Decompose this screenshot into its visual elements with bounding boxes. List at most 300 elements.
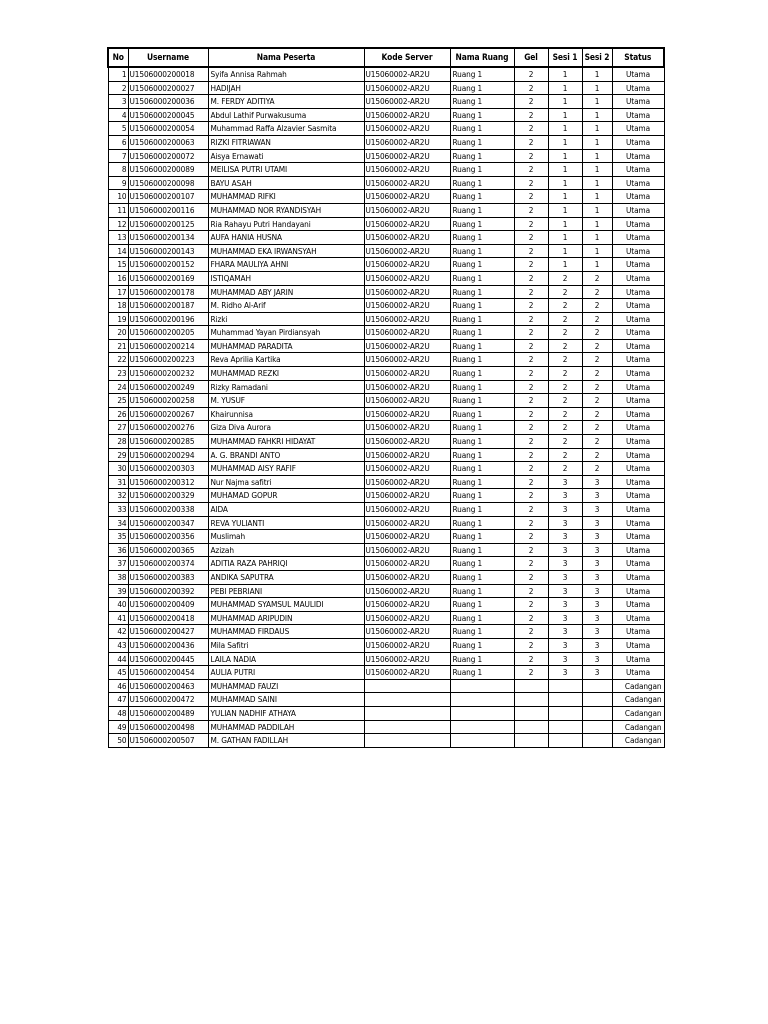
cell-kode-server xyxy=(364,706,450,720)
cell-kode-server: U15060002-AR2U xyxy=(364,353,450,367)
cell-nama-peserta: ANDIKA SAPUTRA xyxy=(208,570,364,584)
cell-no: 33 xyxy=(108,503,128,517)
cell-gel: 2 xyxy=(514,299,548,313)
cell-no: 32 xyxy=(108,489,128,503)
cell-sesi-2: 2 xyxy=(582,271,612,285)
table-row xyxy=(108,407,664,421)
cell-no: 4 xyxy=(108,108,128,122)
cell-gel: 2 xyxy=(514,380,548,394)
cell-status: Utama xyxy=(612,312,664,326)
cell-kode-server: U15060002-AR2U xyxy=(364,530,450,544)
cell-nama-ruang: Ruang 1 xyxy=(450,516,514,530)
cell-nama-ruang xyxy=(450,679,514,693)
cell-nama-ruang: Ruang 1 xyxy=(450,530,514,544)
cell-nama-peserta: Ria Rahayu Putri Handayani xyxy=(208,217,364,231)
cell-nama-ruang: Ruang 1 xyxy=(450,285,514,299)
cell-gel: 2 xyxy=(514,163,548,177)
cell-no: 29 xyxy=(108,448,128,462)
cell-nama-ruang: Ruang 1 xyxy=(450,380,514,394)
cell-sesi-2: 1 xyxy=(582,135,612,149)
cell-username: U1506000200365 xyxy=(128,543,208,557)
cell-sesi-2 xyxy=(582,720,612,734)
cell-sesi-1: 2 xyxy=(548,285,582,299)
table-row xyxy=(108,421,664,435)
cell-kode-server: U15060002-AR2U xyxy=(364,203,450,217)
cell-sesi-1: 3 xyxy=(548,625,582,639)
col-header-nama-ruang: Nama Ruang xyxy=(450,48,514,67)
table-row xyxy=(108,244,664,258)
cell-status: Utama xyxy=(612,67,664,81)
cell-sesi-1 xyxy=(548,734,582,748)
cell-gel: 2 xyxy=(514,611,548,625)
cell-nama-ruang: Ruang 1 xyxy=(450,231,514,245)
cell-sesi-1: 2 xyxy=(548,326,582,340)
cell-sesi-1: 1 xyxy=(548,67,582,81)
cell-kode-server: U15060002-AR2U xyxy=(364,231,450,245)
cell-nama-ruang: Ruang 1 xyxy=(450,258,514,272)
cell-nama-peserta: Muslimah xyxy=(208,530,364,544)
cell-sesi-1: 3 xyxy=(548,638,582,652)
cell-status: Cadangan xyxy=(612,693,664,707)
cell-kode-server: U15060002-AR2U xyxy=(364,312,450,326)
cell-sesi-2: 3 xyxy=(582,489,612,503)
cell-username: U1506000200152 xyxy=(128,258,208,272)
header-row xyxy=(108,48,664,67)
cell-nama-peserta: AIDA xyxy=(208,503,364,517)
cell-nama-peserta: M. FERDY ADITIYA xyxy=(208,95,364,109)
cell-kode-server: U15060002-AR2U xyxy=(364,271,450,285)
cell-gel: 2 xyxy=(514,95,548,109)
table-row xyxy=(108,462,664,476)
cell-gel xyxy=(514,706,548,720)
cell-gel: 2 xyxy=(514,339,548,353)
table-row xyxy=(108,81,664,95)
cell-nama-peserta: MUHAMMAD FAUZI xyxy=(208,679,364,693)
cell-nama-peserta: MUHAMMAD SYAMSUL MAULIDI xyxy=(208,598,364,612)
cell-username: U1506000200463 xyxy=(128,679,208,693)
cell-status: Utama xyxy=(612,135,664,149)
cell-nama-peserta: HADIJAH xyxy=(208,81,364,95)
cell-sesi-2: 1 xyxy=(582,163,612,177)
cell-sesi-1: 1 xyxy=(548,231,582,245)
cell-nama-ruang: Ruang 1 xyxy=(450,203,514,217)
cell-sesi-2: 1 xyxy=(582,95,612,109)
cell-nama-ruang: Ruang 1 xyxy=(450,163,514,177)
cell-sesi-2: 2 xyxy=(582,326,612,340)
cell-username: U1506000200045 xyxy=(128,108,208,122)
table-row xyxy=(108,503,664,517)
cell-username: U1506000200285 xyxy=(128,435,208,449)
cell-status: Utama xyxy=(612,557,664,571)
cell-no: 43 xyxy=(108,638,128,652)
cell-kode-server: U15060002-AR2U xyxy=(364,217,450,231)
cell-no: 28 xyxy=(108,435,128,449)
cell-gel: 2 xyxy=(514,516,548,530)
cell-nama-ruang: Ruang 1 xyxy=(450,448,514,462)
cell-no: 46 xyxy=(108,679,128,693)
cell-sesi-2: 3 xyxy=(582,475,612,489)
table-row xyxy=(108,203,664,217)
cell-no: 6 xyxy=(108,135,128,149)
cell-gel: 2 xyxy=(514,475,548,489)
cell-nama-peserta: MUHAMMAD AISY RAFIF xyxy=(208,462,364,476)
table-row xyxy=(108,299,664,313)
cell-nama-peserta: Muhammad Yayan Pirdiansyah xyxy=(208,326,364,340)
cell-kode-server: U15060002-AR2U xyxy=(364,67,450,81)
table-row xyxy=(108,67,664,81)
cell-username: U1506000200063 xyxy=(128,135,208,149)
cell-gel: 2 xyxy=(514,81,548,95)
cell-gel xyxy=(514,734,548,748)
table-row xyxy=(108,108,664,122)
cell-sesi-1: 1 xyxy=(548,258,582,272)
cell-kode-server: U15060002-AR2U xyxy=(364,339,450,353)
cell-no: 10 xyxy=(108,190,128,204)
cell-kode-server: U15060002-AR2U xyxy=(364,516,450,530)
cell-sesi-2: 1 xyxy=(582,108,612,122)
cell-no: 13 xyxy=(108,231,128,245)
table-row xyxy=(108,516,664,530)
cell-sesi-2: 3 xyxy=(582,652,612,666)
cell-no: 9 xyxy=(108,176,128,190)
col-header-nama-peserta: Nama Peserta xyxy=(208,48,364,67)
cell-username: U1506000200072 xyxy=(128,149,208,163)
cell-nama-ruang: Ruang 1 xyxy=(450,271,514,285)
cell-sesi-1: 3 xyxy=(548,611,582,625)
cell-gel: 2 xyxy=(514,666,548,680)
cell-no: 35 xyxy=(108,530,128,544)
cell-kode-server: U15060002-AR2U xyxy=(364,407,450,421)
table-row xyxy=(108,543,664,557)
cell-sesi-2: 1 xyxy=(582,244,612,258)
cell-sesi-2: 2 xyxy=(582,367,612,381)
cell-gel: 2 xyxy=(514,652,548,666)
cell-nama-peserta: Rizki xyxy=(208,312,364,326)
table-row xyxy=(108,217,664,231)
cell-nama-peserta: MUHAMMAD ABY JARIN xyxy=(208,285,364,299)
cell-no: 48 xyxy=(108,706,128,720)
cell-no: 37 xyxy=(108,557,128,571)
cell-nama-peserta: Giza Diva Aurora xyxy=(208,421,364,435)
cell-sesi-2: 3 xyxy=(582,503,612,517)
cell-gel: 2 xyxy=(514,190,548,204)
cell-kode-server: U15060002-AR2U xyxy=(364,598,450,612)
cell-kode-server: U15060002-AR2U xyxy=(364,95,450,109)
col-header-username: Username xyxy=(128,48,208,67)
cell-nama-peserta: MEILISA PUTRI UTAMI xyxy=(208,163,364,177)
cell-sesi-2: 2 xyxy=(582,285,612,299)
cell-status: Utama xyxy=(612,81,664,95)
cell-no: 47 xyxy=(108,693,128,707)
cell-sesi-1: 1 xyxy=(548,217,582,231)
cell-nama-peserta: MUHAMMAD ARIPUDIN xyxy=(208,611,364,625)
cell-kode-server: U15060002-AR2U xyxy=(364,380,450,394)
table-row xyxy=(108,367,664,381)
cell-no: 14 xyxy=(108,244,128,258)
cell-kode-server: U15060002-AR2U xyxy=(364,394,450,408)
cell-no: 27 xyxy=(108,421,128,435)
cell-kode-server: U15060002-AR2U xyxy=(364,435,450,449)
table-row xyxy=(108,570,664,584)
cell-nama-ruang: Ruang 1 xyxy=(450,435,514,449)
cell-kode-server: U15060002-AR2U xyxy=(364,190,450,204)
cell-sesi-2: 2 xyxy=(582,421,612,435)
cell-kode-server: U15060002-AR2U xyxy=(364,244,450,258)
cell-gel: 2 xyxy=(514,353,548,367)
cell-nama-ruang: Ruang 1 xyxy=(450,394,514,408)
col-header-no: No xyxy=(108,48,128,67)
cell-status: Utama xyxy=(612,244,664,258)
cell-username: U1506000200383 xyxy=(128,570,208,584)
cell-gel: 2 xyxy=(514,638,548,652)
cell-sesi-2: 1 xyxy=(582,176,612,190)
cell-nama-peserta: BAYU ASAH xyxy=(208,176,364,190)
cell-sesi-1: 1 xyxy=(548,95,582,109)
cell-gel: 2 xyxy=(514,367,548,381)
cell-gel: 2 xyxy=(514,570,548,584)
cell-kode-server: U15060002-AR2U xyxy=(364,570,450,584)
cell-sesi-2: 3 xyxy=(582,598,612,612)
cell-status: Utama xyxy=(612,516,664,530)
cell-nama-peserta: AULIA PUTRI xyxy=(208,666,364,680)
cell-kode-server: U15060002-AR2U xyxy=(364,543,450,557)
cell-nama-ruang: Ruang 1 xyxy=(450,108,514,122)
cell-sesi-1: 2 xyxy=(548,407,582,421)
cell-nama-peserta: Syifa Annisa Rahmah xyxy=(208,67,364,81)
cell-sesi-2: 2 xyxy=(582,407,612,421)
cell-nama-ruang: Ruang 1 xyxy=(450,244,514,258)
cell-nama-ruang: Ruang 1 xyxy=(450,339,514,353)
cell-sesi-1: 3 xyxy=(548,530,582,544)
cell-kode-server: U15060002-AR2U xyxy=(364,503,450,517)
cell-kode-server: U15060002-AR2U xyxy=(364,163,450,177)
cell-status: Utama xyxy=(612,326,664,340)
cell-no: 21 xyxy=(108,339,128,353)
cell-sesi-1: 3 xyxy=(548,598,582,612)
cell-gel xyxy=(514,720,548,734)
participant-table xyxy=(107,47,665,748)
cell-nama-peserta: Azizah xyxy=(208,543,364,557)
table-row xyxy=(108,734,664,748)
cell-status: Utama xyxy=(612,231,664,245)
table-row xyxy=(108,638,664,652)
cell-kode-server: U15060002-AR2U xyxy=(364,81,450,95)
table-row xyxy=(108,176,664,190)
cell-nama-ruang: Ruang 1 xyxy=(450,462,514,476)
cell-nama-peserta: Khairunnisa xyxy=(208,407,364,421)
cell-kode-server: U15060002-AR2U xyxy=(364,638,450,652)
cell-username: U1506000200356 xyxy=(128,530,208,544)
table-row xyxy=(108,271,664,285)
cell-gel: 2 xyxy=(514,271,548,285)
cell-gel: 2 xyxy=(514,312,548,326)
cell-sesi-2: 1 xyxy=(582,67,612,81)
cell-sesi-1: 1 xyxy=(548,81,582,95)
cell-sesi-1: 1 xyxy=(548,163,582,177)
col-header-status: Status xyxy=(612,48,664,67)
cell-nama-peserta: MUHAMMAD PARADITA xyxy=(208,339,364,353)
table-row xyxy=(108,394,664,408)
cell-status: Utama xyxy=(612,625,664,639)
cell-nama-peserta: M. GATHAN FADILLAH xyxy=(208,734,364,748)
cell-status: Utama xyxy=(612,475,664,489)
cell-username: U1506000200427 xyxy=(128,625,208,639)
cell-kode-server xyxy=(364,720,450,734)
cell-sesi-2: 1 xyxy=(582,122,612,136)
cell-sesi-2: 2 xyxy=(582,339,612,353)
cell-username: U1506000200143 xyxy=(128,244,208,258)
table-row xyxy=(108,584,664,598)
cell-nama-peserta: MUHAMMAD PADDILAH xyxy=(208,720,364,734)
cell-username: U1506000200329 xyxy=(128,489,208,503)
cell-nama-ruang: Ruang 1 xyxy=(450,176,514,190)
cell-no: 45 xyxy=(108,666,128,680)
cell-nama-ruang: Ruang 1 xyxy=(450,135,514,149)
cell-username: U1506000200178 xyxy=(128,285,208,299)
table-body xyxy=(108,67,664,747)
cell-nama-peserta: Nur Najma safitri xyxy=(208,475,364,489)
cell-sesi-2: 3 xyxy=(582,584,612,598)
cell-sesi-1: 3 xyxy=(548,475,582,489)
cell-gel xyxy=(514,679,548,693)
cell-status: Utama xyxy=(612,638,664,652)
table-row xyxy=(108,353,664,367)
cell-kode-server: U15060002-AR2U xyxy=(364,611,450,625)
cell-gel: 2 xyxy=(514,244,548,258)
cell-kode-server: U15060002-AR2U xyxy=(364,666,450,680)
cell-username: U1506000200214 xyxy=(128,339,208,353)
cell-nama-ruang: Ruang 1 xyxy=(450,81,514,95)
cell-gel: 2 xyxy=(514,625,548,639)
table-row xyxy=(108,448,664,462)
cell-nama-ruang: Ruang 1 xyxy=(450,353,514,367)
cell-kode-server xyxy=(364,693,450,707)
cell-sesi-1: 3 xyxy=(548,570,582,584)
cell-gel: 2 xyxy=(514,285,548,299)
cell-no: 22 xyxy=(108,353,128,367)
cell-status: Utama xyxy=(612,108,664,122)
cell-nama-peserta: M. YUSUF xyxy=(208,394,364,408)
cell-status: Utama xyxy=(612,611,664,625)
table-row xyxy=(108,598,664,612)
table-row xyxy=(108,231,664,245)
cell-nama-ruang: Ruang 1 xyxy=(450,421,514,435)
cell-sesi-1: 1 xyxy=(548,244,582,258)
cell-nama-ruang: Ruang 1 xyxy=(450,217,514,231)
cell-username: U1506000200169 xyxy=(128,271,208,285)
cell-nama-peserta: ISTIQAMAH xyxy=(208,271,364,285)
cell-nama-ruang: Ruang 1 xyxy=(450,611,514,625)
cell-nama-peserta: REVA YULIANTI xyxy=(208,516,364,530)
cell-username: U1506000200205 xyxy=(128,326,208,340)
cell-sesi-1: 1 xyxy=(548,176,582,190)
cell-status: Utama xyxy=(612,407,664,421)
cell-nama-peserta: ADITIA RAZA PAHRIQI xyxy=(208,557,364,571)
cell-sesi-2 xyxy=(582,693,612,707)
table-row xyxy=(108,135,664,149)
table-row xyxy=(108,679,664,693)
cell-status: Utama xyxy=(612,435,664,449)
cell-username: U1506000200098 xyxy=(128,176,208,190)
cell-username: U1506000200232 xyxy=(128,367,208,381)
cell-sesi-2: 2 xyxy=(582,312,612,326)
cell-username: U1506000200436 xyxy=(128,638,208,652)
cell-sesi-1: 3 xyxy=(548,489,582,503)
cell-kode-server: U15060002-AR2U xyxy=(364,122,450,136)
cell-nama-peserta: PEBI PEBRIANI xyxy=(208,584,364,598)
cell-no: 31 xyxy=(108,475,128,489)
cell-sesi-2 xyxy=(582,679,612,693)
cell-kode-server: U15060002-AR2U xyxy=(364,489,450,503)
cell-status: Utama xyxy=(612,258,664,272)
cell-username: U1506000200374 xyxy=(128,557,208,571)
cell-username: U1506000200018 xyxy=(128,67,208,81)
cell-nama-peserta: M. Ridho Al-Arif xyxy=(208,299,364,313)
cell-kode-server: U15060002-AR2U xyxy=(364,625,450,639)
cell-gel: 2 xyxy=(514,122,548,136)
cell-nama-ruang xyxy=(450,720,514,734)
cell-status: Utama xyxy=(612,163,664,177)
cell-no: 2 xyxy=(108,81,128,95)
cell-nama-ruang: Ruang 1 xyxy=(450,407,514,421)
cell-nama-ruang: Ruang 1 xyxy=(450,543,514,557)
cell-status: Utama xyxy=(612,380,664,394)
cell-status: Utama xyxy=(612,190,664,204)
cell-gel: 2 xyxy=(514,530,548,544)
cell-nama-peserta: MUHAMMAD FIRDAUS xyxy=(208,625,364,639)
table-row xyxy=(108,652,664,666)
cell-kode-server xyxy=(364,734,450,748)
cell-kode-server: U15060002-AR2U xyxy=(364,462,450,476)
cell-nama-peserta: Reva Aprilia Kartika xyxy=(208,353,364,367)
table-row xyxy=(108,258,664,272)
cell-nama-ruang: Ruang 1 xyxy=(450,299,514,313)
cell-kode-server: U15060002-AR2U xyxy=(364,326,450,340)
cell-no: 5 xyxy=(108,122,128,136)
cell-nama-peserta: Mila Safitri xyxy=(208,638,364,652)
cell-sesi-1: 2 xyxy=(548,462,582,476)
cell-gel: 2 xyxy=(514,584,548,598)
cell-sesi-2: 2 xyxy=(582,435,612,449)
cell-kode-server: U15060002-AR2U xyxy=(364,421,450,435)
cell-status: Utama xyxy=(612,339,664,353)
cell-sesi-1: 3 xyxy=(548,652,582,666)
table-row xyxy=(108,693,664,707)
cell-sesi-1: 2 xyxy=(548,448,582,462)
cell-no: 19 xyxy=(108,312,128,326)
cell-sesi-1: 3 xyxy=(548,543,582,557)
cell-status: Utama xyxy=(612,570,664,584)
cell-sesi-1: 2 xyxy=(548,367,582,381)
cell-no: 41 xyxy=(108,611,128,625)
cell-gel: 2 xyxy=(514,67,548,81)
cell-status: Utama xyxy=(612,367,664,381)
cell-gel: 2 xyxy=(514,326,548,340)
cell-nama-ruang: Ruang 1 xyxy=(450,570,514,584)
cell-no: 24 xyxy=(108,380,128,394)
table-row xyxy=(108,149,664,163)
cell-gel: 2 xyxy=(514,407,548,421)
cell-nama-ruang: Ruang 1 xyxy=(450,190,514,204)
table-row xyxy=(108,530,664,544)
cell-nama-ruang: Ruang 1 xyxy=(450,489,514,503)
col-header-kode-server: Kode Server xyxy=(364,48,450,67)
cell-nama-peserta: MUHAMMAD REZKI xyxy=(208,367,364,381)
cell-no: 25 xyxy=(108,394,128,408)
cell-no: 26 xyxy=(108,407,128,421)
cell-status: Utama xyxy=(612,299,664,313)
cell-kode-server: U15060002-AR2U xyxy=(364,149,450,163)
